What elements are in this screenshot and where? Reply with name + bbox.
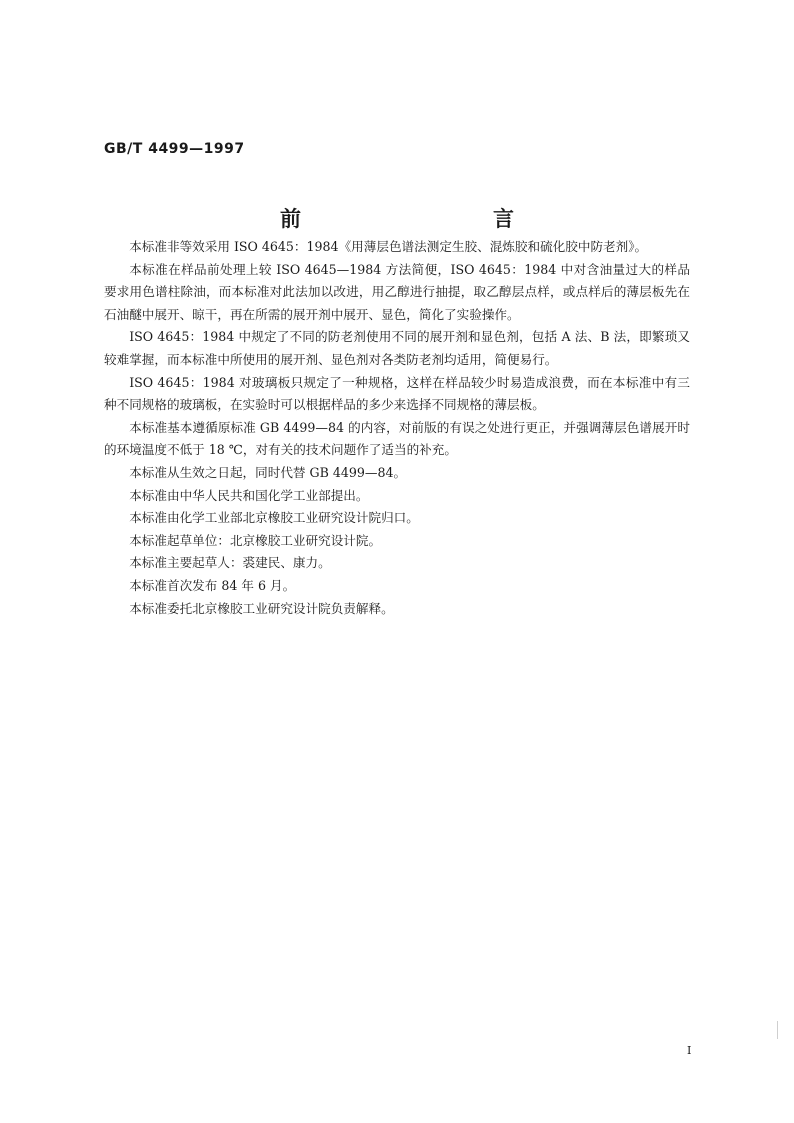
paragraph-centralized: 本标准由化学工业部北京橡胶工业研究设计院归口。	[129, 510, 419, 526]
paragraph-replacement: 本标准从生效之日起，同时代替 GB 4499—84。	[129, 464, 407, 480]
paragraph-first-release: 本标准首次发布 84 年 6 月。	[129, 577, 296, 593]
paragraph-adoption: 本标准非等效采用 ISO 4645：1984《用薄层色谱法测定生胶、混炼胶和硫化胶中防老剂》。	[129, 239, 648, 254]
paragraph-developers: ISO 4645：1984 中规定了不同的防老剂使用不同的展开剂和显色剂，包括 A 法、B 法，即繁琐又较难掌握，而本标准中所使用的展开剂、显色剂对各类防老剂均适用，简便易行。	[104, 329, 690, 367]
paragraph-proposer: 本标准由中华人民共和国化学工业部提出。	[129, 487, 369, 503]
section-title: 前 言	[280, 207, 564, 231]
paragraph-revision: 本标准基本遵循原标准 GB 4499—84 的内容，对前版的有误之处进行更正，并强调薄层色谱展开时的环境温度不低于 18 ℃，对有关的技术问题作了适当的补充。	[104, 419, 690, 458]
paragraph-pretreatment: 本标准在样品前处理上较 ISO 4645—1984 方法简便，ISO 4645：1984 中对含油量过大的样品要求用色谱柱除油，而本标准对此法加以改进，用乙醇进行抽提，取乙醇层点样，或点样后的薄层板先在石油醚中展开、晾干，再在所需的展开剂中展开、显色，简化了实验操作。	[104, 261, 690, 322]
paragraph-drafting-unit: 本标准起草单位：北京橡胶工业研究设计院。	[129, 532, 382, 548]
paragraph-drafters: 本标准主要起草人：裘建民、康力。	[129, 555, 331, 571]
standard-code: GB/T 4499—1997	[104, 141, 245, 157]
paragraph-interpretation: 本标准委托北京橡胶工业研究设计院负责解释。	[129, 600, 394, 616]
foreword-body	[104, 236, 690, 620]
paragraph-glass-plates: ISO 4645：1984 对玻璃板只规定了一种规格，这样在样品较少时易造成浪费，而在本标准中有三种不同规格的玻璃板，在实验时可以根据样品的多少来选择不同规格的薄层板。	[104, 374, 690, 413]
scan-mark	[777, 1021, 778, 1039]
page-number: I	[687, 1044, 692, 1057]
